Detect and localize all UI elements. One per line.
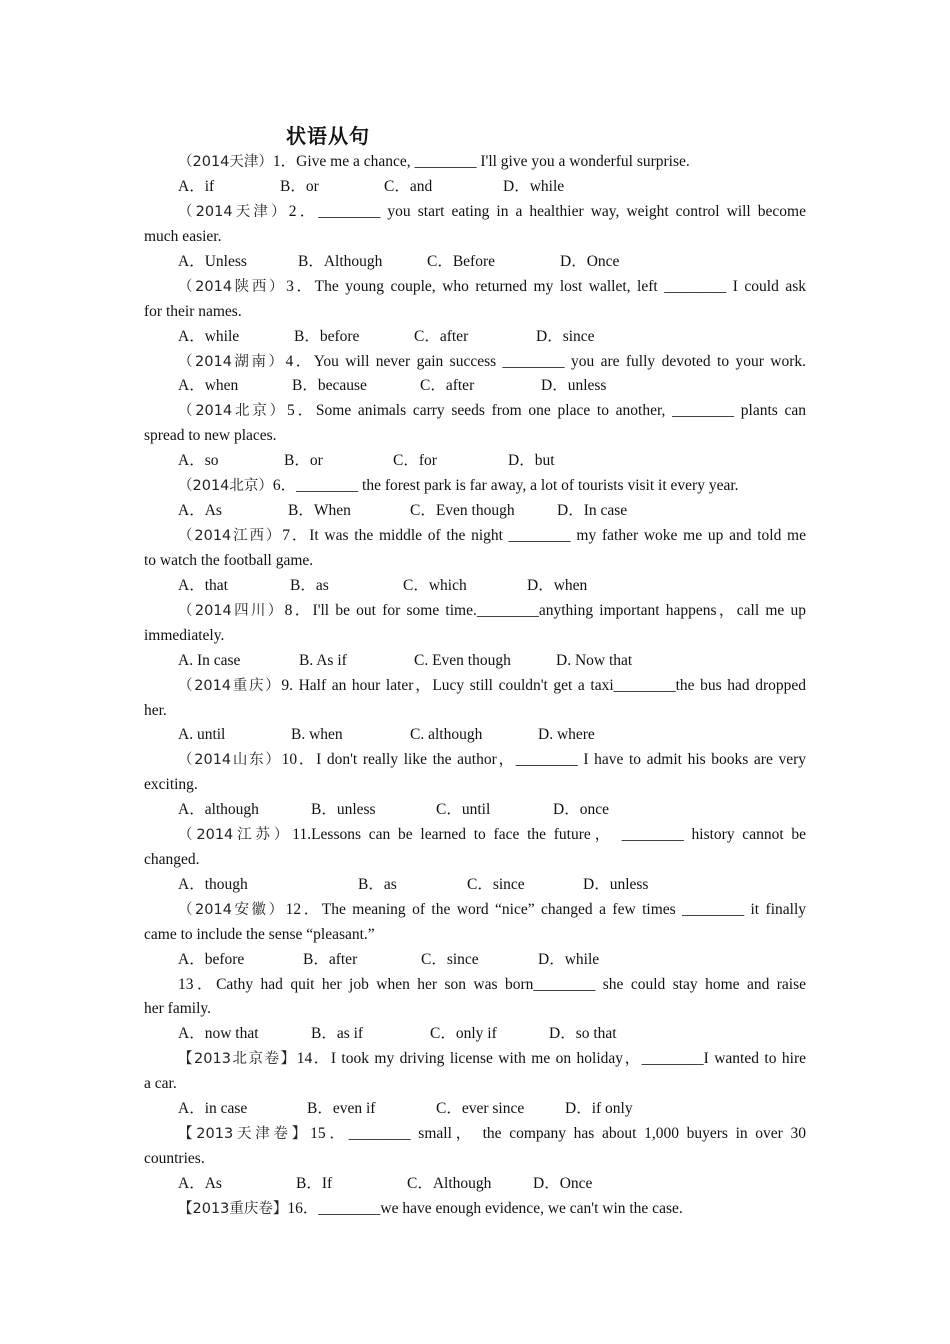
question-12: [178, 897, 806, 922]
question-source: 【2013北京卷】: [178, 1051, 297, 1067]
question-text: 12．The meaning of the word “nice” changed a few times ________ it finally: [285, 901, 807, 918]
option-b: B．as: [358, 876, 397, 893]
option-d: D．unless: [583, 876, 649, 893]
question-9: [178, 673, 806, 698]
question-source: （2014江苏）: [178, 827, 293, 843]
question-text: 16．________we have enough evidence, we can't win the case.: [287, 1200, 683, 1217]
option-a: A．now that: [178, 1025, 259, 1042]
question-continuation: her.: [144, 702, 167, 719]
option-c: C．for: [393, 452, 437, 469]
question-3: [178, 274, 806, 299]
option-a: A. until: [178, 726, 226, 743]
question-8: [178, 598, 806, 623]
question-continuation: spread to new places.: [144, 427, 277, 444]
option-d: D．since: [536, 328, 595, 345]
option-a: A. In case: [178, 652, 241, 669]
question-continuation: a car.: [144, 1075, 177, 1092]
option-a: A．that: [178, 577, 228, 594]
option-a: A．if: [178, 178, 215, 195]
option-b: B．before: [294, 328, 360, 345]
option-b: B．after: [303, 951, 358, 968]
question-16: [178, 1196, 806, 1221]
option-a: A．while: [178, 328, 240, 345]
question-source: （2014北京）: [178, 403, 288, 419]
option-d: D．Once: [560, 253, 620, 270]
option-d: D．Once: [533, 1175, 593, 1192]
option-d: D．once: [553, 801, 609, 818]
question-text: 9. Half an hour later，Lucy still couldn't get a taxi________the bus had dropped: [281, 677, 806, 694]
option-b: B．or: [280, 178, 319, 195]
question-15: [178, 1121, 806, 1146]
option-c: C．which: [403, 577, 467, 594]
option-b: B. As if: [299, 652, 347, 669]
option-b: B．as: [290, 577, 329, 594]
question-continuation: came to include the sense “pleasant.”: [144, 926, 375, 943]
option-b: B．If: [296, 1175, 333, 1192]
question-continuation: changed.: [144, 851, 200, 868]
question-13: [178, 972, 806, 997]
question-source: 【2013重庆卷】: [178, 1201, 288, 1217]
option-c: C．since: [421, 951, 479, 968]
question-6: [178, 473, 806, 498]
question-continuation: to watch the football game.: [144, 552, 314, 569]
option-d: D. Now that: [556, 652, 633, 669]
option-a: A．though: [178, 876, 248, 893]
question-text: 2．________ you start eating in a healthier way, weight control will become: [288, 203, 806, 220]
option-b: B．because: [292, 377, 367, 394]
question-source: （2014江西）: [178, 528, 283, 544]
option-b: B．unless: [311, 801, 376, 818]
question-text: 6．________ the forest park is far away, a lot of tourists visit it every year.: [272, 477, 739, 494]
question-text: 14．I took my driving license with me on holiday，________I wanted to hire: [296, 1050, 806, 1067]
question-source: （2014山东）: [178, 752, 282, 768]
option-d: D．In case: [557, 502, 628, 519]
question-source: （2014天津）: [178, 154, 273, 170]
question-source: （2014陕西）: [178, 279, 287, 295]
option-b: B. when: [291, 726, 343, 743]
option-d: D．when: [527, 577, 588, 594]
question-source: （2014天津）: [178, 204, 289, 220]
option-a: A．before: [178, 951, 245, 968]
option-a: A．although: [178, 801, 259, 818]
option-c: C．after: [420, 377, 475, 394]
question-text: 13．Cathy had quit her job when her son was born________ she could stay home and raise: [178, 976, 806, 993]
question-text: 1．Give me a chance, ________ I'll give you a wonderful surprise.: [272, 153, 690, 170]
option-c: C．Before: [427, 253, 496, 270]
question-continuation: much easier.: [144, 228, 222, 245]
question-11: [178, 822, 806, 847]
question-text: 3．The young couple, who returned my lost wallet, left ________ I could ask: [286, 278, 806, 295]
question-source: （2014湖南）: [178, 354, 286, 370]
question-source: 【2013天津卷】: [178, 1126, 311, 1142]
option-c: C．Even though: [410, 502, 515, 519]
option-a: A．As: [178, 502, 222, 519]
page-title: 状语从句: [286, 124, 370, 148]
option-b: B．Although: [298, 253, 383, 270]
question-continuation: exciting.: [144, 776, 198, 793]
option-a: A．As: [178, 1175, 222, 1192]
option-c: C．Although: [407, 1175, 492, 1192]
question-5: [178, 398, 806, 423]
option-b: B．as if: [311, 1025, 364, 1042]
option-c: C．after: [414, 328, 469, 345]
option-c: C．since: [467, 876, 525, 893]
option-c: C．and: [384, 178, 433, 195]
option-a: A．Unless: [178, 253, 247, 270]
question-text: 10．I don't really like the author，________ I have to admit his books are very: [281, 751, 806, 768]
option-d: D．if only: [565, 1100, 633, 1117]
question-source: （2014四川）: [178, 603, 285, 619]
option-d: D．but: [508, 452, 555, 469]
question-text: 8．I'll be out for some time.________anything important happens，call me up: [284, 602, 806, 619]
option-b: B．or: [284, 452, 323, 469]
option-a: A．when: [178, 377, 239, 394]
option-b: B．even if: [307, 1100, 376, 1117]
option-a: A．in case: [178, 1100, 248, 1117]
option-b: B．When: [288, 502, 351, 519]
option-d: D．while: [503, 178, 565, 195]
question-2: [178, 199, 806, 224]
question-10: [178, 747, 806, 772]
question-text: 15．________ small， the company has about 1,000 buyers in over 30: [310, 1125, 806, 1142]
question-continuation: immediately.: [144, 627, 225, 644]
option-d: D．while: [538, 951, 600, 968]
question-source: （2014北京）: [178, 478, 273, 494]
option-a: A．so: [178, 452, 219, 469]
question-continuation: her family.: [144, 1000, 211, 1017]
question-4: [178, 349, 806, 374]
question-text: 4．You will never gain success ________ you are fully devoted to your work.: [285, 353, 806, 370]
question-7: [178, 523, 806, 548]
option-d: D. where: [538, 726, 595, 743]
question-text: 5．Some animals carry seeds from one place to another, ________ plants can: [287, 402, 807, 419]
option-c: C. although: [410, 726, 483, 743]
question-continuation: for their names.: [144, 303, 242, 320]
option-d: D．unless: [541, 377, 607, 394]
option-c: C．ever since: [436, 1100, 525, 1117]
question-text: 7．It was the middle of the night ________ my father woke me up and told me: [282, 527, 806, 544]
question-source: （2014重庆）: [178, 678, 282, 694]
option-c: C. Even though: [414, 652, 511, 669]
option-c: C．only if: [430, 1025, 497, 1042]
question-source: （2014安徽）: [178, 902, 286, 918]
option-d: D．so that: [549, 1025, 617, 1042]
question-text: 11.Lessons can be learned to face the future， ________ history cannot be: [292, 826, 807, 843]
question-continuation: countries.: [144, 1150, 205, 1167]
question-1: [178, 149, 806, 174]
question-14: [178, 1046, 806, 1071]
option-c: C．until: [436, 801, 491, 818]
